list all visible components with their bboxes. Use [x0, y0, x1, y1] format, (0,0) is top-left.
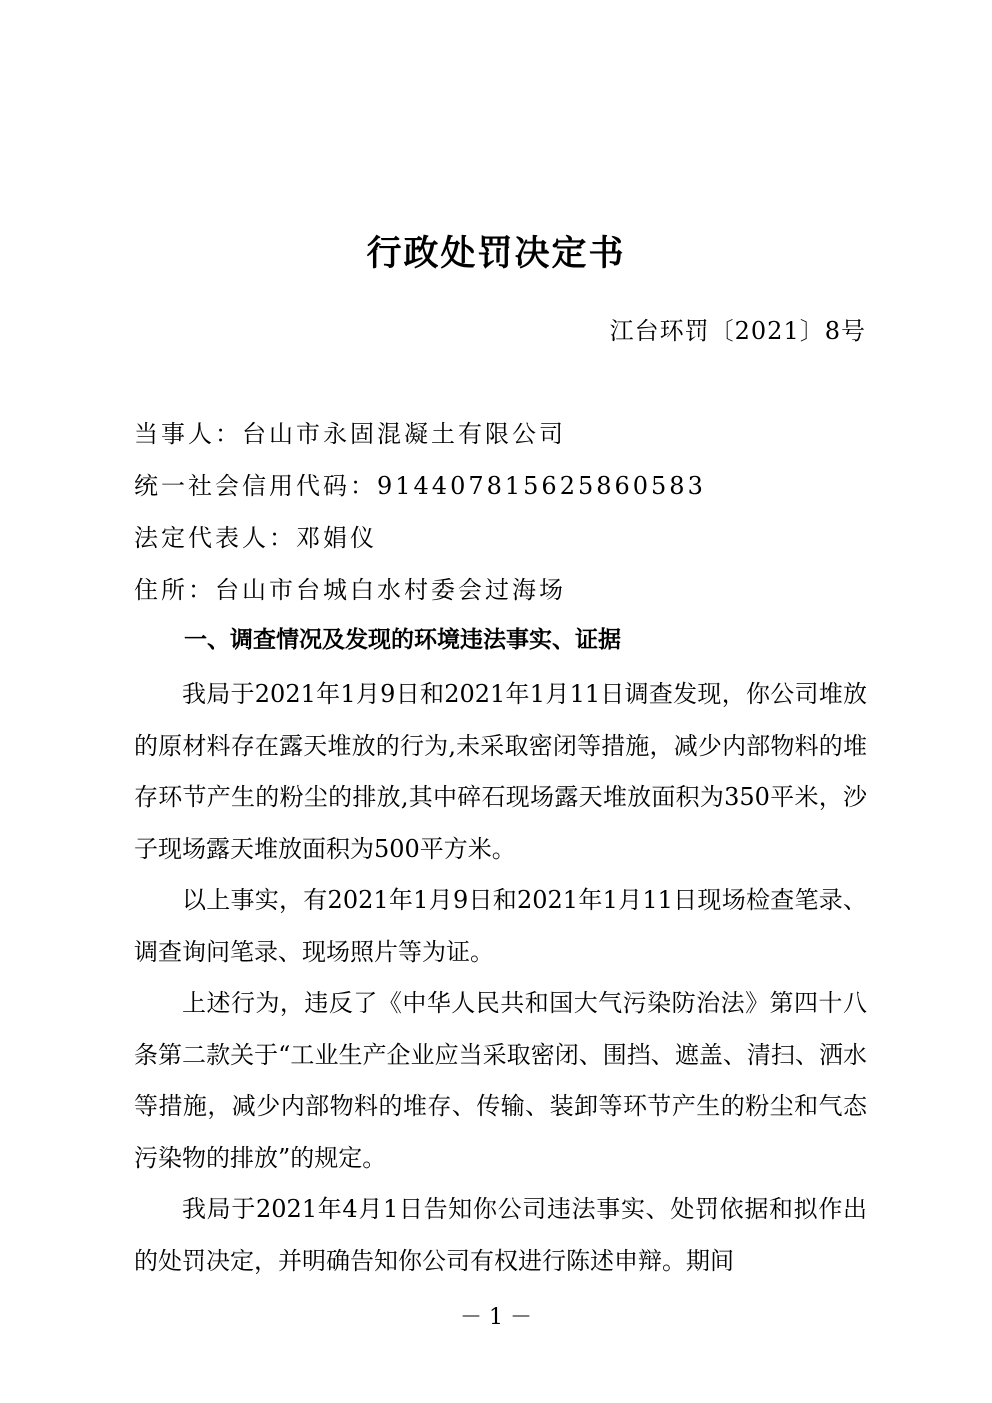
paragraph-investigation: 我局于2021年1月9日和2021年1月11日调查发现，你公司堆放的原材料存在露天堆放的行为,未采取密闭等措施，减少内部物料的堆存环节产生的粉尘的排放,其中碎石现场露天堆放面积为350平米，沙子现场露天堆放面积为500平方米。: [134, 680, 867, 863]
document-number: 江台环罚〔2021〕8号: [609, 317, 866, 345]
credit-code-field: 统一社会信用代码：914407815625860583: [134, 472, 706, 500]
document-title: 行政处罚决定书: [366, 234, 626, 274]
section-heading: 一、调查情况及发现的环境违法事实、证据: [184, 627, 621, 653]
paragraph-violation: 上述行为，违反了《中华人民共和国大气污染防治法》第四十八条第二款关于“工业生产企业应当采取密闭、围挡、遮盖、清扫、洒水等措施，减少内部物料的堆存、传输、装卸等环节产生的粉尘和气态污染物的排放”的规定。: [134, 989, 867, 1172]
paragraph-notification: 我局于2021年4月1日告知你公司违法事实、处罚依据和拟作出的处罚决定，并明确告知你公司有权进行陈述申辩。期间: [134, 1195, 867, 1275]
party-field: 当事人：台山市永固混凝土有限公司: [134, 420, 566, 448]
page-number: － 1 －: [460, 1305, 532, 1330]
address-field: 住所：台山市台城白水村委会过海场: [134, 576, 566, 604]
legal-representative-field: 法定代表人：邓娟仪: [134, 524, 377, 552]
paragraph-evidence: 以上事实，有2021年1月9日和2021年1月11日现场检查笔录、调查询问笔录、现场照片等为证。: [134, 886, 867, 966]
